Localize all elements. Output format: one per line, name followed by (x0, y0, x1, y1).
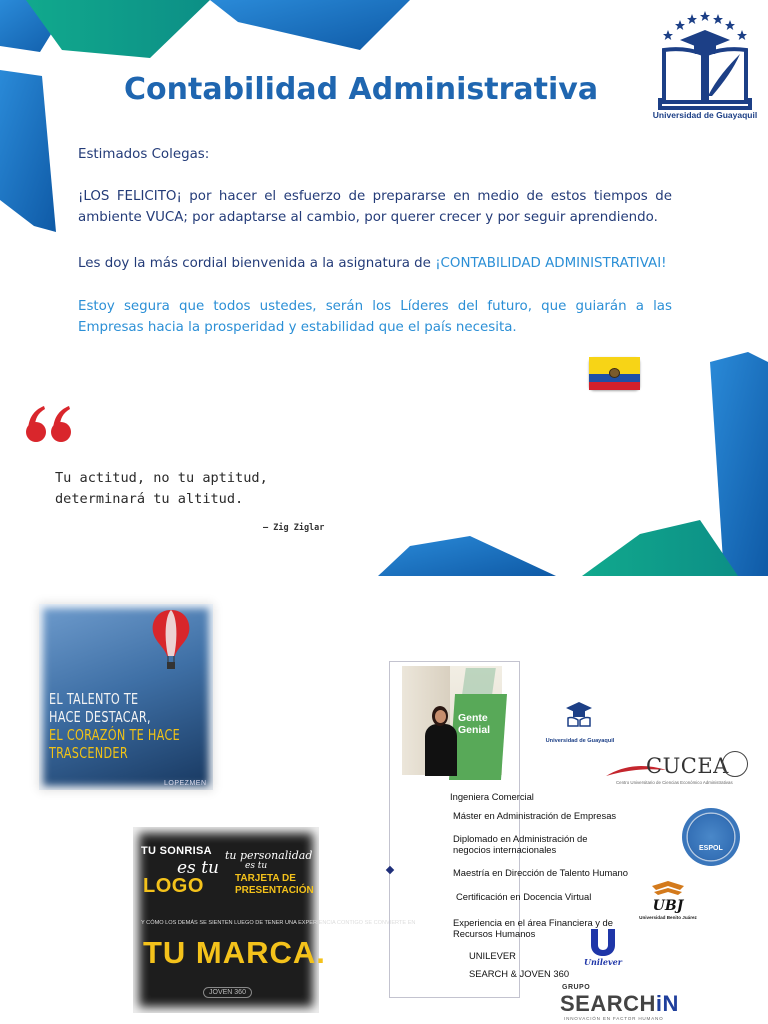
cv-item: Máster en Administración de Empresas (453, 810, 617, 821)
page-title: Contabilidad Administrativa (124, 72, 599, 107)
quote-author: – Zig Ziglar (263, 523, 325, 533)
cucea-logo-text: CUCEA (646, 754, 729, 778)
searchin-logo-group: GRUPO (562, 984, 591, 991)
quote-mark-icon (24, 404, 74, 446)
marca-brand: JOVEN 360 (203, 987, 252, 998)
searchin-logo-text: SEARCHiN (560, 991, 679, 1016)
deco-shape-left-blue (0, 70, 56, 232)
greeting-text: Estimados Colegas: (78, 147, 210, 162)
course-name-highlight: ¡CONTABILIDAD ADMINISTRATIVAI! (435, 256, 667, 271)
marca-line-9: TU MARCA. (143, 935, 326, 970)
marca-line-4: tu personalidad (225, 849, 313, 862)
ug-small-logo (543, 700, 617, 750)
cv-item: Ingeniera Comercial (450, 791, 534, 802)
cucea-seal-icon (722, 751, 748, 777)
ubj-emblem-text: UBJ (652, 898, 684, 914)
welcome-text: Les doy la más cordial bienvenida a la asignatura de (78, 256, 436, 271)
talento-brand: LOPEZMEN (164, 780, 207, 787)
unilever-logo-text: Unilever (584, 957, 622, 967)
cucea-logo (606, 748, 748, 792)
graduation-cap-icon (565, 700, 593, 728)
deco-shape-bottom-blue (378, 536, 556, 576)
deco-shape-bottom-teal (582, 520, 738, 576)
marca-motivational-image (133, 827, 416, 1013)
espol-logo (682, 808, 740, 866)
talento-motivational-image (39, 604, 213, 790)
cv-item: Maestría en Dirección de Talento Humano (453, 867, 628, 878)
ubj-logo (636, 880, 700, 930)
ubj-logo-label: Universidad Benito Juárez (639, 915, 697, 920)
marca-line-8: Y CÓMO LOS DEMÁS SE SIENTEN LUEGO DE TENER UNA EXPERIENCIA CONTIGO SE CONVIERTE EN (141, 920, 416, 926)
university-logo-icon (650, 6, 760, 126)
cucea-logo-subtitle: Centro Universitario de Ciencias Económico Administrativas (616, 780, 733, 785)
photo-sign-text: Gente Genial (458, 712, 491, 736)
unilever-logo (583, 927, 623, 971)
cv-item: Certificación en Docencia Virtual (456, 891, 592, 902)
marca-line-1: TU SONRISA (141, 845, 212, 857)
searchin-logo (560, 984, 700, 1022)
deco-shape-right-blue (710, 352, 768, 576)
unilever-u-icon (589, 927, 617, 957)
deco-shape-top-blue (210, 0, 410, 50)
ug-small-logo-label: Universidad de Guayaquil (545, 738, 615, 744)
leaders-paragraph: Estoy segura que todos ustedes, serán los Líderes del futuro, que guiarán a las Empresas hacia la prosperidad y estabilidad que el país necesita. (78, 299, 672, 335)
marca-line-2: es tu (177, 858, 219, 878)
congratulations-paragraph: ¡LOS FELICITO¡ por hacer el esfuerzo de prepararse en medio de estos tiempos de ambiente VUCA; por adaptarse al cambio, por querer crecer y por seguir aprendiendo. (78, 189, 672, 225)
cv-item: SEARCH & JOVEN 360 (469, 968, 570, 979)
cv-item: Recursos Humanos (453, 928, 536, 939)
marca-line-7: PRESENTACIÓN (235, 885, 314, 896)
talento-line-4: TRASCENDER (49, 744, 128, 762)
ubj-emblem-icon (650, 880, 686, 914)
deco-shape-top-teal (26, 0, 210, 58)
profile-photo (402, 666, 502, 775)
cv-item: Experiencia en el área Financiera y de (453, 917, 613, 928)
talento-line-1: EL TALENTO TE (49, 690, 139, 708)
searchin-logo-tagline: INNOVACIÓN EN FACTOR HUMANO (564, 1016, 664, 1021)
university-logo-name: Universidad de Guayaquil (652, 110, 758, 120)
cv-item: Diplomado en Administración de (453, 833, 588, 844)
marca-line-5: es tu (245, 861, 268, 871)
cv-item: negocios internacionales (453, 844, 557, 855)
marca-line-3: LOGO (143, 875, 204, 897)
quote-text: Tu actitud, no tu aptitud, determinará tu altitud. (55, 470, 268, 507)
marca-line-6: TARJETA DE (235, 873, 296, 884)
cv-item: UNILEVER (469, 950, 516, 961)
welcome-paragraph (78, 253, 672, 274)
talento-line-2: HACE DESTACAR, (49, 708, 151, 726)
talento-line-3: EL CORAZÓN TE HACE (49, 726, 181, 744)
hot-air-balloon-icon (151, 608, 191, 672)
ecuador-flag-icon (589, 357, 640, 390)
espol-logo-text: ESPOL (699, 845, 723, 852)
